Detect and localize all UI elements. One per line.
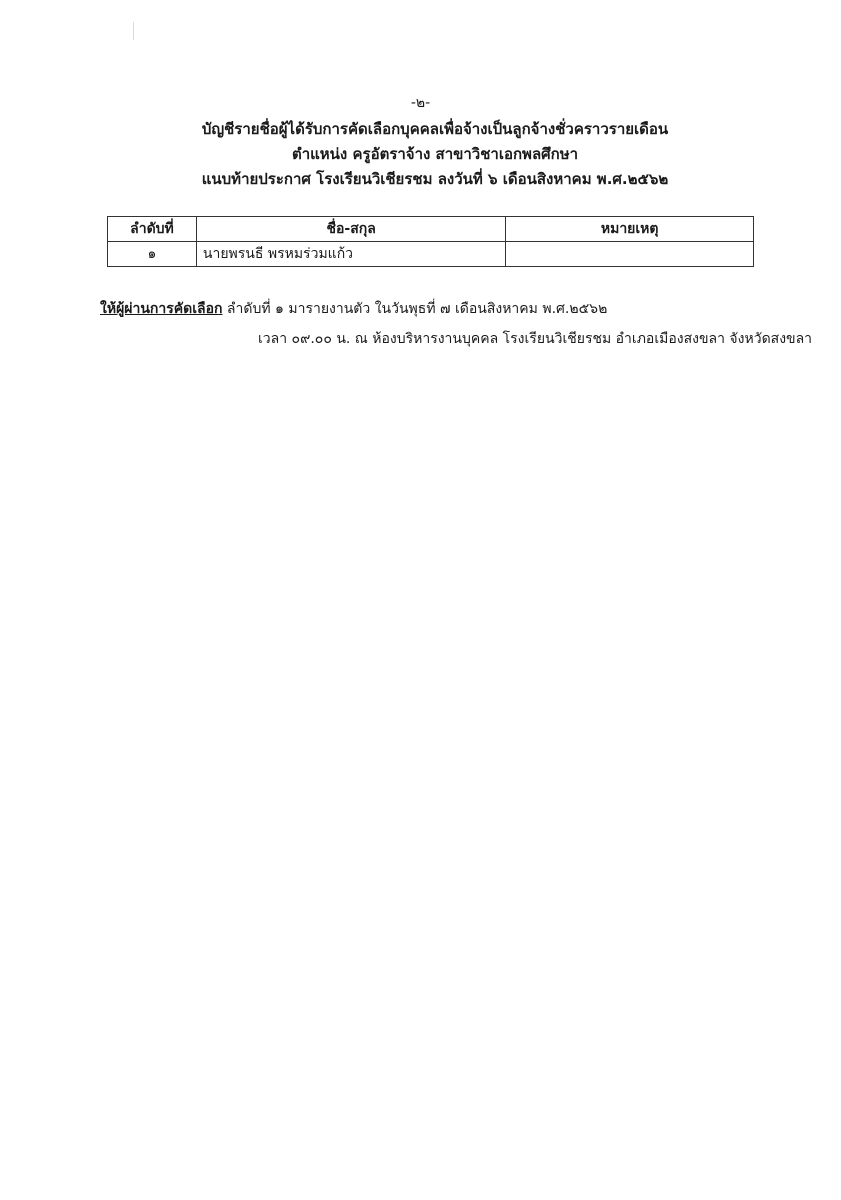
- scan-edge-mark: [133, 22, 134, 40]
- report-notice: [100, 294, 820, 354]
- header-name: ชื่อ-สกุล: [196, 217, 505, 242]
- header-order: ลำดับที่: [108, 217, 197, 242]
- selected-candidates-table: [107, 216, 754, 267]
- page-number: -๒-: [410, 95, 431, 111]
- notice-line-1: [100, 301, 607, 317]
- heading-title: บัญชีรายชื่อผู้ได้รับการคัดเลือกบุคคลเพื่อจ้างเป็นลูกจ้างชั่วคราวรายเดือน: [201, 120, 669, 138]
- heading-announcement-ref: แนบท้ายประกาศ โรงเรียนวิเชียรชม ลงวันที่ ๖ เดือนสิงหาคม พ.ศ.๒๕๖๒: [201, 170, 669, 188]
- notice-label: ให้ผู้ผ่านการคัดเลือก: [100, 301, 223, 317]
- notice-line-2: เวลา ๐๙.๐๐ น. ณ ห้องบริหารงานบุคคล โรงเรียนวิเชียรชม อำเภอเมืองสงขลา จังหวัดสงขลา: [258, 331, 813, 347]
- cell-name: นายพรนธี พรหมร่วมแก้ว: [196, 242, 505, 267]
- table-row: [108, 242, 754, 267]
- cell-order: ๑: [108, 242, 197, 267]
- heading-position: ตำแหน่ง ครูอัตราจ้าง สาขาวิชาเอกพลศึกษา: [291, 145, 579, 163]
- cell-note: [506, 242, 754, 267]
- document-heading: [60, 117, 810, 192]
- table-header-row: [108, 217, 754, 242]
- header-note: หมายเหตุ: [506, 217, 754, 242]
- notice-line-1-text: ลำดับที่ ๑ มารายงานตัว ในวันพุธที่ ๗ เดือนสิงหาคม พ.ศ.๒๕๖๒: [226, 301, 608, 317]
